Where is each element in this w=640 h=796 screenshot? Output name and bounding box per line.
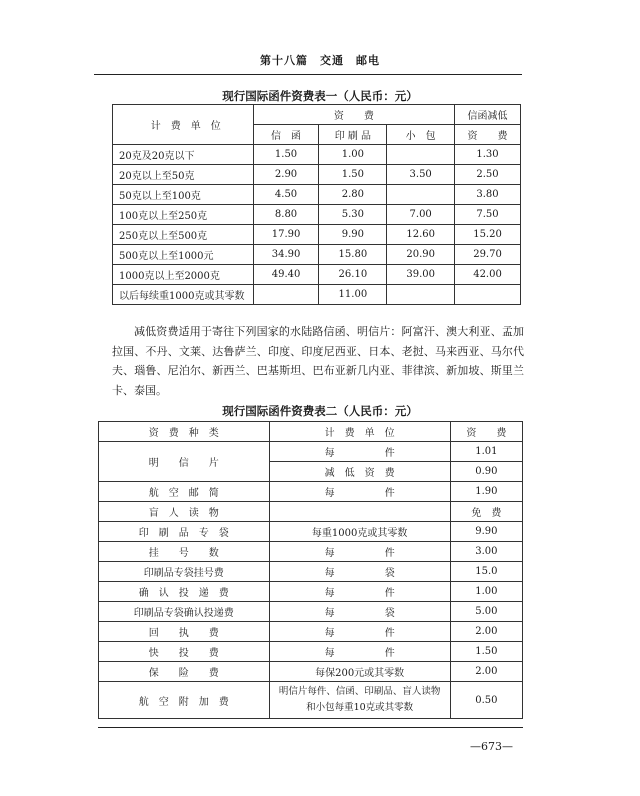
table-row xyxy=(99,682,523,719)
t1-parcel xyxy=(387,145,455,165)
table-row xyxy=(99,562,523,582)
t2-unit-a: 每 xyxy=(324,608,335,619)
t2-unit-a: 每 xyxy=(324,488,335,499)
table-row xyxy=(99,502,523,522)
t2-fee: 1.90 xyxy=(450,482,522,502)
table-row xyxy=(99,542,523,562)
t1-letter: 2.90 xyxy=(253,165,319,185)
t1-unit: 以后每续重1000克或其零数 xyxy=(113,285,254,305)
t2-unit-a: 每 xyxy=(324,628,335,639)
t1-letter: 49.40 xyxy=(253,265,319,285)
t1-header-reduced: 信函减低 xyxy=(455,105,521,125)
t1-reduced: 15.20 xyxy=(455,225,521,245)
t1-printed: 1.50 xyxy=(319,165,387,185)
t2-unit xyxy=(269,622,450,642)
t1-header-unit: 计 费 单 位 xyxy=(113,105,254,145)
t2-unit xyxy=(269,502,450,522)
t1-parcel: 3.50 xyxy=(387,165,455,185)
t2-unit-b: 件 xyxy=(384,548,395,559)
t2-type: 印刷品专袋确认投递费 xyxy=(99,602,270,622)
t1-letter: 34.90 xyxy=(253,245,319,265)
t1-parcel: 20.90 xyxy=(387,245,455,265)
t2-type: 确 认 投 递 费 xyxy=(99,582,270,602)
t2-unit xyxy=(269,482,450,502)
t1-parcel xyxy=(387,185,455,205)
t2-fee: 0.90 xyxy=(450,462,522,482)
postage-table-1 xyxy=(112,104,521,305)
table-row xyxy=(99,442,523,462)
t2-unit-a: 每 xyxy=(324,548,335,559)
t1-letter: 1.50 xyxy=(253,145,319,165)
t2-fee: 1.00 xyxy=(450,582,522,602)
t1-unit: 100克以上至250克 xyxy=(113,205,254,225)
t1-reduced: 2.50 xyxy=(455,165,521,185)
t1-printed: 9.90 xyxy=(319,225,387,245)
t2-unit-b: 件 xyxy=(384,628,395,639)
table1-caption: 现行国际函件资费表一（人民币：元） xyxy=(222,89,418,103)
t2-fee: 1.01 xyxy=(450,442,522,462)
table-row xyxy=(99,662,523,682)
table-row xyxy=(113,185,521,205)
t1-header-fee: 资 费 xyxy=(253,105,454,125)
t2-type: 航 空 附 加 费 xyxy=(99,682,270,719)
t2-fee: 免 费 xyxy=(450,502,522,522)
table-row xyxy=(113,145,521,165)
t1-parcel: 7.00 xyxy=(387,205,455,225)
header-rule xyxy=(94,74,522,75)
body-paragraph: 减低资费适用于寄往下列国家的水陆路信函、明信片：阿富汗、澳大利亚、孟加拉国、不丹、文莱、达鲁萨兰、印度、印度尼西亚、日本、老挝、马来西亚、马尔代夫、瑙鲁、尼泊尔、新西兰、巴基斯坦、巴布亚新几内亚、菲律滨、新加坡、斯里兰卡、泰国。 xyxy=(112,325,524,397)
t2-fee: 0.50 xyxy=(450,682,522,719)
t2-unit-b: 袋 xyxy=(384,608,395,619)
t2-unit: 每重1000克或其零数 xyxy=(269,522,450,542)
t1-reduced: 42.00 xyxy=(455,265,521,285)
t1-reduced: 3.80 xyxy=(455,185,521,205)
t1-unit: 500克以上至1000元 xyxy=(113,245,254,265)
t2-unit: 减 低 资 费 xyxy=(269,462,450,482)
t1-reduced: 29.70 xyxy=(455,245,521,265)
t1-unit: 20克以上至50克 xyxy=(113,165,254,185)
t2-unit xyxy=(269,682,450,719)
t1-reduced: 7.50 xyxy=(455,205,521,225)
t1-parcel: 12.60 xyxy=(387,225,455,245)
t1-sub-printed: 印 刷 品 xyxy=(319,125,387,145)
table-row xyxy=(99,482,523,502)
t2-unit-b: 件 xyxy=(384,588,395,599)
t2-unit-line2: 和小包每重10克或其零数 xyxy=(306,702,414,713)
table-row xyxy=(113,165,521,185)
t2-unit xyxy=(269,542,450,562)
t2-type: 航 空 邮 简 xyxy=(99,482,270,502)
t2-unit-b: 袋 xyxy=(384,568,395,579)
t2-unit: 每保200元或其零数 xyxy=(269,662,450,682)
t1-letter: 17.90 xyxy=(253,225,319,245)
t2-unit-a: 每 xyxy=(324,648,335,659)
t2-unit xyxy=(269,562,450,582)
t1-sub-parcel: 小 包 xyxy=(387,125,455,145)
t2-header-type: 资 费 种 类 xyxy=(99,422,270,442)
table-row xyxy=(99,522,523,542)
t2-fee: 5.00 xyxy=(450,602,522,622)
t2-header-unit: 计 费 单 位 xyxy=(269,422,450,442)
table-row xyxy=(99,602,523,622)
table-row xyxy=(113,225,521,245)
t2-fee: 2.00 xyxy=(450,622,522,642)
table-row xyxy=(113,265,521,285)
bottom-rule xyxy=(98,727,523,728)
t2-type: 保 险 费 xyxy=(99,662,270,682)
t2-fee: 9.90 xyxy=(450,522,522,542)
t1-parcel xyxy=(387,285,455,305)
t1-unit: 50克以上至100克 xyxy=(113,185,254,205)
t2-type-postcard: 明 信 片 xyxy=(99,442,270,482)
t1-letter: 4.50 xyxy=(253,185,319,205)
t1-printed: 1.00 xyxy=(319,145,387,165)
t2-fee: 3.00 xyxy=(450,542,522,562)
t1-unit: 1000克以上至2000克 xyxy=(113,265,254,285)
table-row xyxy=(99,622,523,642)
t1-printed: 5.30 xyxy=(319,205,387,225)
t2-type: 回 执 费 xyxy=(99,622,270,642)
t2-type: 挂 号 数 xyxy=(99,542,270,562)
t2-type: 盲 人 读 物 xyxy=(99,502,270,522)
table2-caption: 现行国际函件资费表二（人民币：元） xyxy=(222,404,418,418)
t1-header-reduced-2: 资 费 xyxy=(455,125,521,145)
t1-printed: 2.80 xyxy=(319,185,387,205)
table-row xyxy=(113,245,521,265)
page-number: —673— xyxy=(470,740,513,753)
t1-reduced xyxy=(455,285,521,305)
t2-unit-b: 件 xyxy=(384,648,395,659)
t2-unit-b: 件 xyxy=(384,488,395,499)
table-row xyxy=(99,582,523,602)
t1-printed: 26.10 xyxy=(319,265,387,285)
t1-printed: 15.80 xyxy=(319,245,387,265)
t1-sub-letter: 信 函 xyxy=(253,125,319,145)
t2-unit xyxy=(269,582,450,602)
t2-header-fee: 资 费 xyxy=(450,422,522,442)
table-row xyxy=(113,285,521,305)
t2-unit-a: 每 xyxy=(324,448,335,459)
t2-unit-b: 件 xyxy=(384,448,395,459)
t2-unit xyxy=(269,642,450,662)
t1-reduced: 1.30 xyxy=(455,145,521,165)
t1-letter xyxy=(253,285,319,305)
t1-letter: 8.80 xyxy=(253,205,319,225)
t2-unit-a: 每 xyxy=(324,588,335,599)
t1-printed: 11.00 xyxy=(319,285,387,305)
t2-unit-line1: 明信片每件、信函、印刷品、盲人读物 xyxy=(278,686,441,697)
t2-fee: 2.00 xyxy=(450,662,522,682)
t2-fee: 1.50 xyxy=(450,642,522,662)
t1-unit: 20克及20克以下 xyxy=(113,145,254,165)
t2-unit xyxy=(269,442,450,462)
running-header: 第十八篇 交通 邮电 xyxy=(260,54,380,67)
table-row xyxy=(99,642,523,662)
t2-type: 印 刷 品 专 袋 xyxy=(99,522,270,542)
t2-unit xyxy=(269,602,450,622)
t2-fee: 15.0 xyxy=(450,562,522,582)
postage-table-2 xyxy=(98,421,523,719)
t1-parcel: 39.00 xyxy=(387,265,455,285)
table-row xyxy=(113,205,521,225)
t1-unit: 250克以上至500克 xyxy=(113,225,254,245)
t2-type: 印刷品专袋挂号费 xyxy=(99,562,270,582)
t2-unit-a: 每 xyxy=(324,568,335,579)
t2-type: 快 投 费 xyxy=(99,642,270,662)
